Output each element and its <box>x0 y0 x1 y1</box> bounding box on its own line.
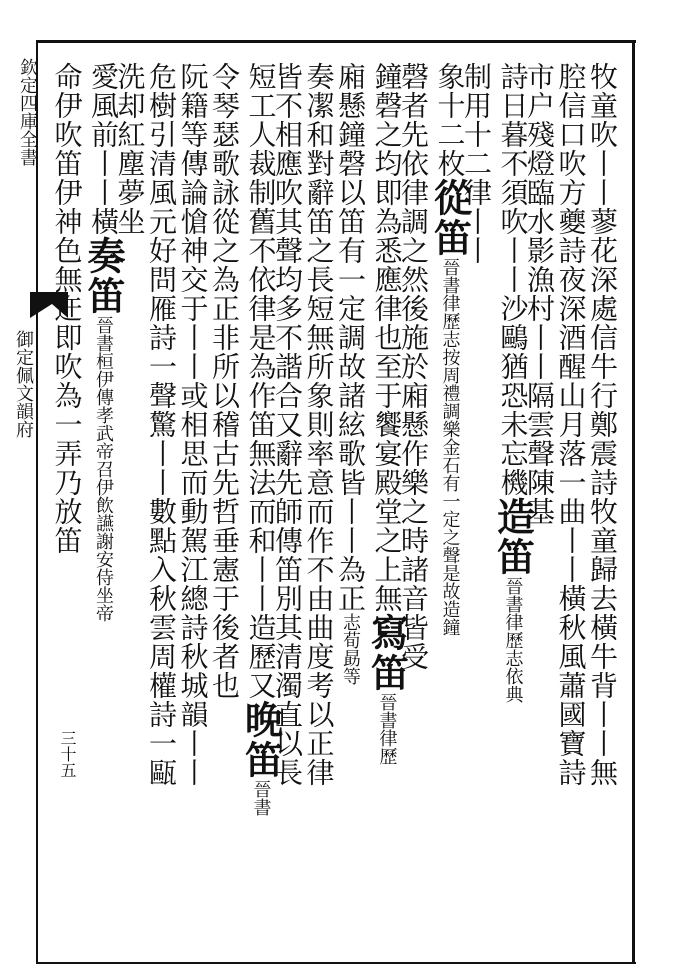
column-text: 詩日暮不須吹丨丨沙鷗猶恐未忘機 <box>496 62 530 497</box>
column-text: 象十二枚 <box>433 62 467 178</box>
column-text: 市户殘燈臨水影漁村丨丨隔雲聲陳基 <box>523 62 556 526</box>
page-frame-right <box>632 40 635 964</box>
entry-heading: 造笛 <box>490 497 536 577</box>
text-column <box>490 62 536 703</box>
column-text: 阮籍等傳論愴神交于丨丨或相思而動駕江總詩秋城韻丨丨 <box>176 62 210 787</box>
text-column <box>50 62 84 555</box>
column-text: 鐘磬之均即為悉應律也至于饗宴殿堂之上無 <box>370 62 404 613</box>
entry-heading: 寫笛 <box>364 613 410 693</box>
column-text: 命伊吹笛伊神色無迕即吹為一弄乃放笛 <box>50 62 84 555</box>
entry-heading: 從笛 <box>427 178 473 258</box>
annotation-text: 志荀勗等 <box>340 613 361 685</box>
text-column <box>334 62 367 685</box>
column-text: 廂懸鐘磬以笛有一定調故諸絃歌皆丨丨為正 <box>334 62 367 613</box>
text-column <box>427 62 473 636</box>
margin-rule <box>36 40 38 964</box>
entry-heading: 奏笛 <box>81 236 126 316</box>
column-text: 制用十二律丨丨 <box>460 62 493 265</box>
annotation-text: 晉書桓伊傳孝武帝召伊飲讌謝安侍坐帝 <box>93 316 114 622</box>
book-title: 欽定四庫全書 <box>17 58 38 166</box>
text-column <box>208 62 241 700</box>
annotation-text: 晉書律歷 <box>376 693 398 765</box>
column-text: 皆不相應吹其聲均多不諧合又辭先師傳笛別其清濁直以長 <box>271 62 304 787</box>
page-number: 三十五 <box>58 730 77 778</box>
column-text: 洗却紅塵夢坐 <box>113 62 147 236</box>
annotation-text: 晉書律歷志按周禮調樂金石有一定之聲是故造鐘 <box>439 258 461 636</box>
page-frame-top <box>36 40 636 43</box>
text-column <box>238 62 284 816</box>
text-column <box>364 62 410 765</box>
entry-heading: 晚笛 <box>238 700 284 780</box>
annotation-text: 晉書律歷志依典 <box>502 577 524 703</box>
column-text: 愛風前丨丨橫 <box>87 62 120 236</box>
column-text: 磬者先依律調之然後施於廂懸作樂之時諸音皆受 <box>397 62 430 671</box>
column-text: 奏㓗和對辭笛之長短無所象則率意而作不由曲度考以正律 <box>302 62 336 787</box>
text-column <box>81 62 126 622</box>
column-text: 危樹引清風元好問雁詩一聲驚丨丨數點入秋雲周權詩一甌 <box>145 62 178 787</box>
text-column <box>554 62 588 787</box>
text-column <box>145 62 178 787</box>
text-column <box>586 62 619 787</box>
column-text: 腔信口吹方夔詩夜深酒醒山月落一曲丨丨橫秋風蕭國寶詩 <box>554 62 588 787</box>
volume-title: 御定佩文韻府 <box>13 330 34 438</box>
column-text: 令琴瑟歌詠從之為正非所以稽古先哲垂憲于後者也 <box>208 62 241 700</box>
text-column <box>302 62 336 787</box>
annotation-text: 晉書 <box>250 780 272 816</box>
page-frame-bottom <box>36 962 636 964</box>
column-text: 短工人裁制舊不依律是為作笛無法而和丨丨造歷又 <box>244 62 278 700</box>
text-column <box>176 62 210 787</box>
column-text: 牧童吹丨丨蓼花深處信牛行鄭震詩牧童歸去橫牛背丨丨無 <box>586 62 619 787</box>
